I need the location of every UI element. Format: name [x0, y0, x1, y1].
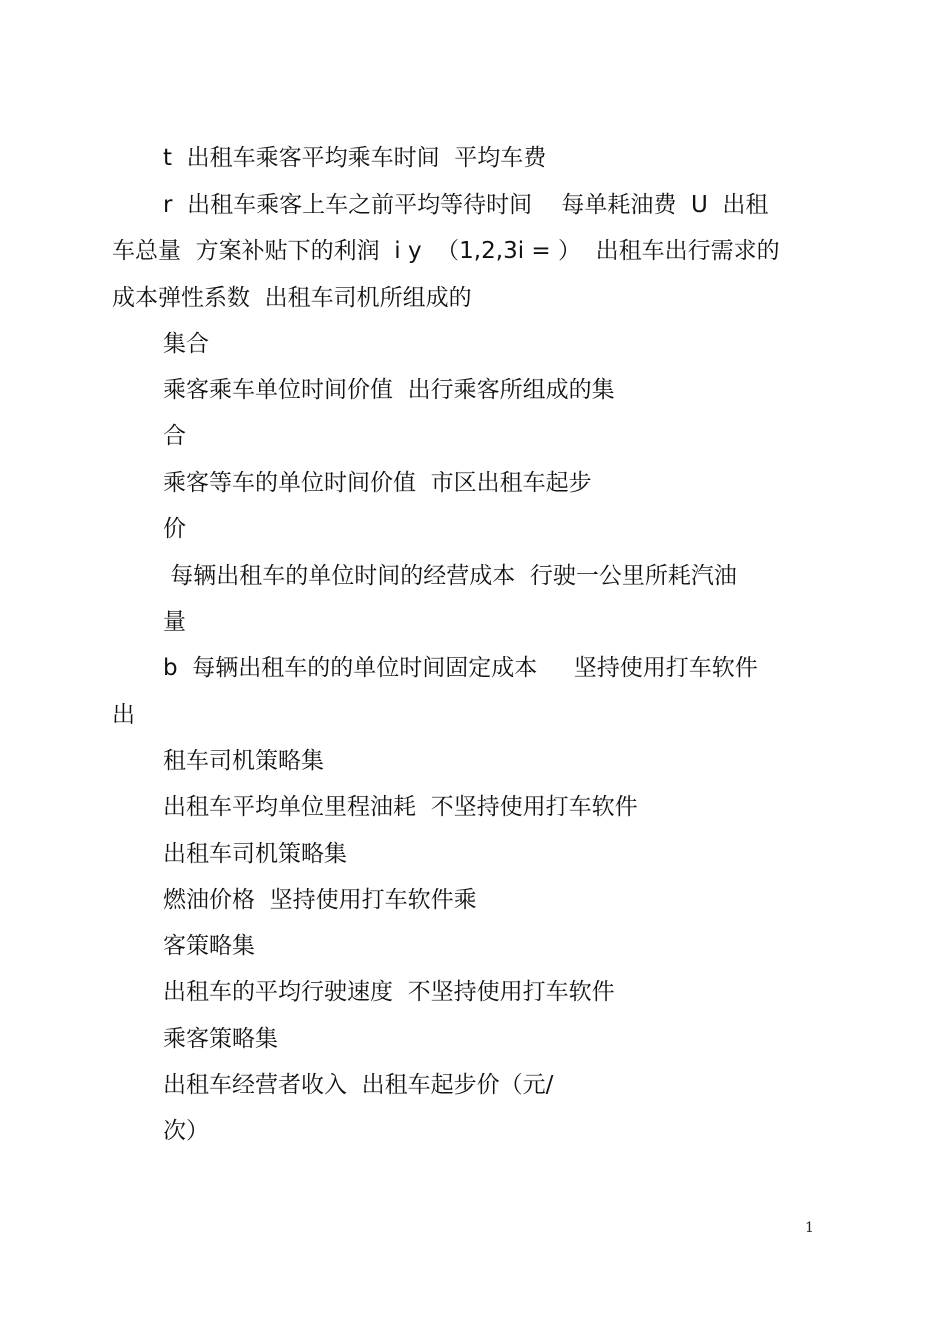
text-line: 出租车平均单位里程油耗 不坚持使用打车软件: [163, 794, 638, 820]
text-line: 价: [163, 516, 186, 542]
text-line: 车总量 方案补贴下的利润 i y （1,2,3i = ） 出租车出行需求的: [112, 238, 780, 264]
text-line: 集合: [163, 331, 209, 357]
text-line: 次）: [163, 1118, 209, 1144]
text-line: 乘客乘车单位时间价值 出行乘客所组成的集: [163, 377, 615, 403]
text-line: 出: [112, 702, 135, 728]
text-line: b 每辆出租车的的单位时间固定成本 坚持使用打车软件: [163, 655, 758, 681]
page-number: 1: [805, 1220, 814, 1236]
text-line: 燃油价格 坚持使用打车软件乘: [163, 887, 477, 913]
text-line: 合: [163, 423, 186, 449]
text-line: 出租车经营者收入 出租车起步价（元/: [163, 1072, 554, 1098]
text-line: 出租车司机策略集: [163, 841, 347, 867]
text-line: 租车司机策略集: [163, 748, 324, 774]
text-line: 乘客等车的单位时间价值 市区出租车起步: [163, 470, 592, 496]
text-line: t 出租车乘客平均乘车时间 平均车费: [163, 145, 547, 171]
text-line: 客策略集: [163, 933, 255, 959]
text-line: 乘客策略集: [163, 1026, 278, 1052]
text-line: 成本弹性系数 出租车司机所组成的: [112, 285, 472, 311]
text-line: r 出租车乘客上车之前平均等待时间 每单耗油费 U 出租: [163, 192, 769, 218]
text-line: 每辆出租车的单位时间的经营成本 行驶一公里所耗汽油: [163, 563, 737, 589]
text-line: 出租车的平均行驶速度 不坚持使用打车软件: [163, 979, 615, 1005]
text-line: 量: [163, 609, 186, 635]
